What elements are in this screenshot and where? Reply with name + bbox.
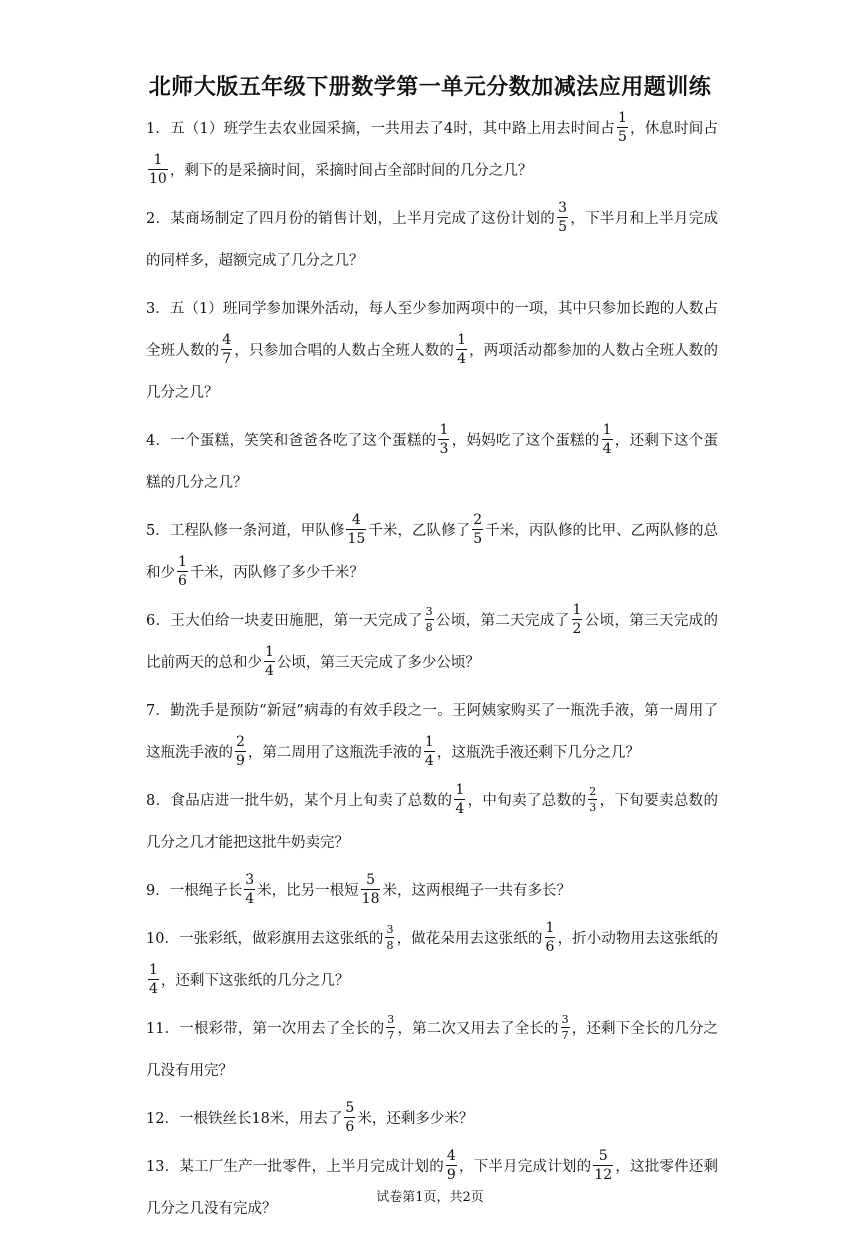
question-text: ，剩下的是采摘时间，采摘时间占全部时间的几分之几？ <box>169 163 533 179</box>
question-text: ，做花朵用去这张纸的 <box>396 931 543 947</box>
fraction-denominator: 9 <box>236 752 245 769</box>
question-item <box>146 918 718 1002</box>
question-text: ，第二次又用去了全长的 <box>397 1021 559 1037</box>
fraction <box>472 513 483 546</box>
question-text: 4．一个蛋糕，笑笑和爸爸各吃了这个蛋糕的 <box>146 433 437 449</box>
fraction <box>386 1014 395 1041</box>
question-text: 8．食品店进一批牛奶，某个月上旬卖了总数的 <box>146 793 453 809</box>
fraction-denominator: 5 <box>617 128 627 145</box>
question-item <box>146 288 718 414</box>
fraction <box>593 1149 613 1182</box>
fraction-denominator: 7 <box>387 1028 395 1042</box>
question-item <box>146 1098 718 1140</box>
question-text: ，休息时间占 <box>629 121 718 137</box>
question-text: ，中旬卖了总数的 <box>467 793 587 809</box>
fraction-denominator: 3 <box>589 800 597 814</box>
fraction-denominator: 6 <box>345 1118 355 1135</box>
fraction <box>346 513 366 546</box>
question-item <box>146 600 718 684</box>
fraction <box>557 201 568 234</box>
fraction-denominator: 5 <box>473 530 483 547</box>
fraction-denominator: 4 <box>265 662 274 679</box>
question-text: ，第二周用了这瓶洗手液的 <box>247 745 422 761</box>
fraction-numerator: 5 <box>345 1099 355 1116</box>
fraction <box>264 645 275 678</box>
question-text: 10．一张彩纸，做彩旗用去这张纸的 <box>146 931 384 947</box>
question-text: ，这批零件还剩几分之几没有完成？ <box>146 1159 719 1217</box>
fraction <box>235 735 246 768</box>
fraction-numerator: 2 <box>236 733 245 750</box>
fraction-denominator: 7 <box>222 350 232 367</box>
question-list <box>146 108 718 1236</box>
fraction <box>385 924 394 951</box>
question-text: 5．工程队修一条河道，甲队修 <box>146 523 345 539</box>
fraction-numerator: 4 <box>222 331 232 348</box>
fraction-numerator: 3 <box>387 1012 395 1026</box>
fraction-denominator: 4 <box>245 890 255 907</box>
page-title: 北师大版五年级下册数学第一单元分数加减法应用题训练 <box>148 74 712 100</box>
question-text: 1．五（1）班学生去农业园采摘，一共用去了4时，其中路上用去时间占 <box>146 121 615 137</box>
fraction <box>438 423 449 456</box>
question-text: 米，比另一根短 <box>257 883 359 899</box>
fraction <box>456 333 467 366</box>
fraction-numerator: 2 <box>589 784 597 798</box>
fraction <box>148 963 159 996</box>
fraction-numerator: 3 <box>425 604 433 618</box>
question-item <box>146 690 718 774</box>
fraction-numerator: 3 <box>386 922 394 936</box>
fraction-numerator: 3 <box>561 1012 569 1026</box>
fraction-denominator: 5 <box>558 218 568 235</box>
question-text: ，折小动物用去这张纸的 <box>557 931 719 947</box>
fraction <box>424 735 435 768</box>
fraction-numerator: 1 <box>439 421 449 438</box>
fraction-numerator: 4 <box>346 513 366 530</box>
fraction <box>148 153 168 186</box>
question-item <box>146 510 718 594</box>
question-text: ，还剩下这个蛋糕的几分之几？ <box>146 433 719 491</box>
fraction <box>617 111 628 144</box>
fraction-denominator: 6 <box>178 572 187 589</box>
fraction-numerator: 3 <box>245 871 255 888</box>
question-text: 公顷，第三天完成的比前两天的总和少 <box>146 613 719 671</box>
fraction-numerator: 1 <box>178 553 187 570</box>
question-text: 2．某商场制定了四月份的销售计划，上半月完成了这份计划的 <box>146 211 556 227</box>
fraction-numerator: 1 <box>572 601 582 618</box>
fraction-numerator: 2 <box>473 511 483 528</box>
fraction-denominator: 4 <box>602 440 612 457</box>
question-item <box>146 870 718 912</box>
question-text: 公顷，第二天完成了 <box>435 613 570 629</box>
fraction-denominator: 4 <box>424 752 434 769</box>
question-text: ，下旬要卖总数的几分之几才能把这批牛奶卖完？ <box>146 793 719 851</box>
fraction <box>425 606 434 633</box>
question-text: 千米，丙队修的比甲、乙两队修的总和少 <box>146 523 719 581</box>
fraction-numerator: 1 <box>455 781 465 798</box>
question-item <box>146 108 718 192</box>
question-text: ，还剩下全长的几分之几没有用完？ <box>146 1021 719 1079</box>
fraction-numerator: 1 <box>148 153 168 170</box>
fraction-numerator: 1 <box>457 331 466 348</box>
question-text: 千米，丙队修了多少千米？ <box>189 565 364 581</box>
fraction-denominator: 8 <box>386 938 394 952</box>
fraction <box>454 783 465 816</box>
fraction <box>572 603 583 636</box>
fraction-denominator: 3 <box>439 440 449 457</box>
fraction <box>588 786 597 813</box>
fraction <box>446 1149 457 1182</box>
fraction <box>344 1101 355 1134</box>
question-text: 7．勤洗手是预防“新冠”病毒的有效手段之一。王阿姨家购买了一瓶洗手液，第一周用了这瓶洗手液的 <box>146 703 718 761</box>
fraction-denominator: 15 <box>347 530 366 547</box>
fraction-numerator: 5 <box>361 873 381 890</box>
fraction-numerator: 1 <box>265 643 274 660</box>
question-text: 13．某工厂生产一批零件，上半月完成计划的 <box>146 1159 444 1175</box>
fraction-denominator: 7 <box>561 1028 569 1042</box>
question-text: ，这瓶洗手液还剩下几分之几？ <box>436 745 640 761</box>
fraction-numerator: 5 <box>593 1149 613 1166</box>
fraction-denominator: 4 <box>457 350 466 367</box>
question-text: 3．五（1）班同学参加课外活动，每人至少参加两项中的一项，其中只参加长跑的人数占全班人数的 <box>146 301 718 359</box>
question-text: ，两项活动都参加的人数占全班人数的几分之几？ <box>146 343 719 401</box>
fraction <box>221 333 232 366</box>
fraction-denominator: 6 <box>545 938 555 955</box>
question-text: 12．一根铁丝长18米，用去了 <box>146 1111 343 1127</box>
question-text: ，妈妈吃了这个蛋糕的 <box>451 433 600 449</box>
fraction <box>561 1014 570 1041</box>
question-text: ，下半月和上半月完成的同样多，超额完成了几分之几？ <box>146 211 719 269</box>
fraction-denominator: 10 <box>149 170 167 187</box>
fraction-numerator: 3 <box>558 199 568 216</box>
question-text: 米，这两根绳子一共有多长？ <box>382 883 571 899</box>
fraction-denominator: 4 <box>455 800 465 817</box>
fraction-denominator: 8 <box>425 620 433 634</box>
question-text: ，下半月完成计划的 <box>458 1159 592 1175</box>
question-text: ，只参加合唱的人数占全班人数的 <box>234 343 455 359</box>
fraction-numerator: 1 <box>602 421 612 438</box>
fraction <box>177 555 188 588</box>
fraction-numerator: 1 <box>617 109 627 126</box>
fraction-numerator: 4 <box>446 1147 456 1164</box>
page-footer: 试卷第1页，共2页 <box>376 1190 484 1205</box>
question-item <box>146 420 718 504</box>
fraction-denominator: 4 <box>149 980 158 997</box>
question-text: 11．一根彩带，第一次用去了全长的 <box>146 1021 385 1037</box>
question-text: 米，还剩多少米？ <box>357 1111 474 1127</box>
question-text: 6．王大伯给一块麦田施肥，第一天完成了 <box>146 613 423 629</box>
question-text: 9．一根绳子长 <box>146 883 243 899</box>
fraction <box>361 873 381 906</box>
fraction-numerator: 1 <box>424 733 434 750</box>
question-item <box>146 1008 718 1092</box>
question-text: 千米，乙队修了 <box>368 523 471 539</box>
fraction-denominator: 18 <box>361 890 380 907</box>
fraction-denominator: 9 <box>446 1166 456 1183</box>
fraction-denominator: 2 <box>572 620 582 637</box>
question-text: 公顷，第三天完成了多少公顷？ <box>276 655 480 671</box>
fraction-numerator: 1 <box>545 919 555 936</box>
fraction <box>545 921 556 954</box>
question-text: ，还剩下这张纸的几分之几？ <box>160 973 350 989</box>
fraction <box>244 873 255 906</box>
question-item <box>146 780 718 864</box>
fraction-numerator: 1 <box>149 961 158 978</box>
fraction <box>602 423 613 456</box>
question-item <box>146 198 718 282</box>
fraction-denominator: 12 <box>594 1166 613 1183</box>
